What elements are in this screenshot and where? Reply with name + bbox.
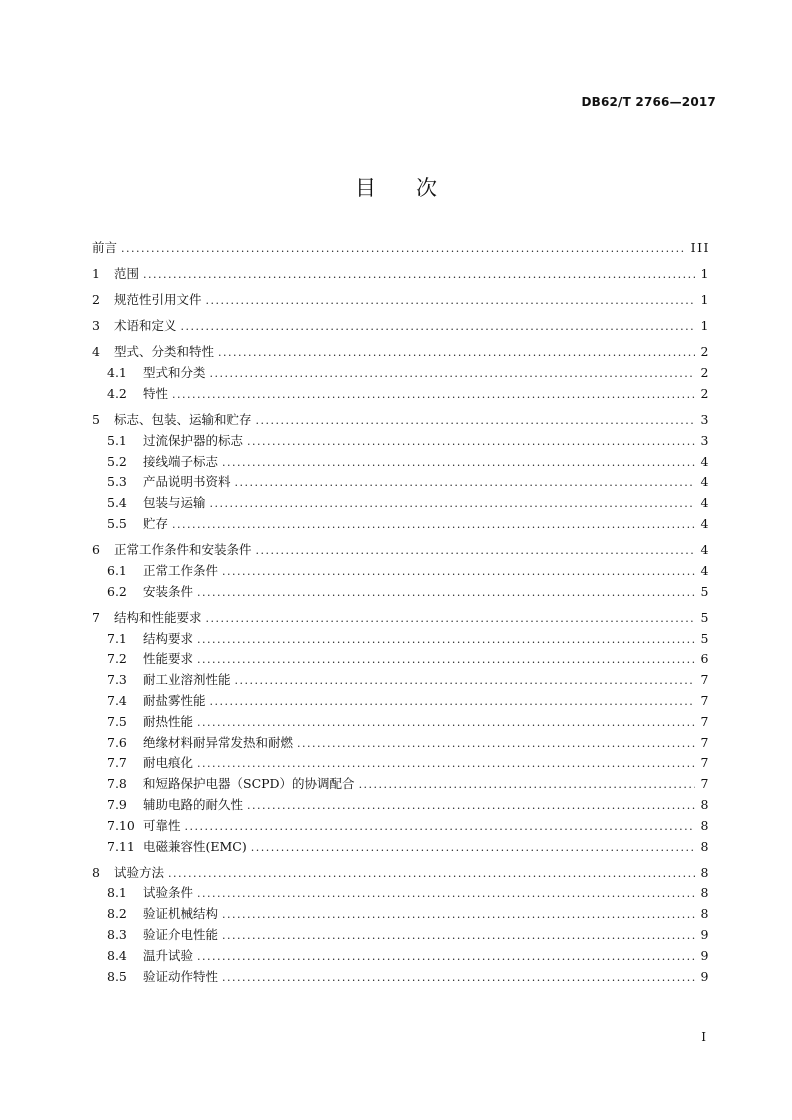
toc-leader-dots [247, 432, 695, 453]
toc-leader-dots [168, 864, 695, 885]
toc-entry-number: 7.10 [107, 817, 135, 833]
toc-entry-title: 范围 [114, 266, 140, 282]
toc-entry[interactable] [92, 904, 710, 925]
toc-entry-page: 9 [700, 947, 710, 963]
toc-leader-dots [185, 817, 695, 838]
toc-entry-number: 8.1 [107, 885, 127, 901]
toc-entry-number: 2 [92, 292, 100, 308]
toc-entry-page: 4 [700, 474, 710, 490]
toc-entry-title: 可靠性 [143, 817, 181, 833]
toc-entry-number: 7.11 [107, 838, 135, 854]
toc-entry-number: 5.1 [107, 432, 127, 448]
toc-entry-number: 4.2 [107, 385, 127, 401]
toc-leader-dots [218, 343, 695, 364]
toc-leader-dots [222, 562, 695, 583]
toc-entry-page: 4 [700, 516, 710, 532]
toc-entry-page: 9 [700, 927, 710, 943]
toc-leader-dots [222, 905, 695, 926]
toc-entry-number: 8.4 [107, 947, 127, 963]
toc-entry[interactable] [92, 774, 710, 795]
toc-entry-number: 7.1 [107, 630, 127, 646]
toc-entry[interactable] [92, 863, 710, 884]
toc-entry-number: 1 [92, 266, 100, 282]
toc-entry[interactable] [92, 733, 710, 754]
toc-entry-title: 正常工作条件和安装条件 [114, 542, 252, 558]
toc-entry-page: 5 [700, 609, 710, 625]
toc-entry-page: 1 [700, 318, 710, 334]
toc-entry-title: 性能要求 [143, 651, 194, 667]
toc-entry-page: 4 [700, 495, 710, 511]
toc-leader-dots [222, 968, 695, 989]
toc-entry-title: 温升试验 [143, 947, 194, 963]
toc-entry-page: 7 [700, 693, 710, 709]
toc-leader-dots [247, 796, 695, 817]
toc-entry-number: 5 [92, 412, 100, 428]
toc-entry-number: 6.2 [107, 583, 127, 599]
toc-leader-dots [206, 609, 695, 630]
toc-leader-dots [222, 453, 695, 474]
toc-entry[interactable] [92, 514, 710, 535]
toc-leader-dots [197, 713, 695, 734]
toc-leader-dots [251, 838, 695, 859]
toc-leader-dots [222, 926, 695, 947]
toc-entry[interactable] [92, 712, 710, 733]
toc-entry-page: 8 [700, 864, 710, 880]
toc-leader-dots [197, 947, 695, 968]
toc-entry-title: 术语和定义 [114, 318, 177, 334]
toc-entry-page: 2 [700, 385, 710, 401]
toc-entry-title: 过流保护器的标志 [143, 432, 244, 448]
toc-entry-page: 1 [700, 292, 710, 308]
toc-leader-dots [206, 291, 695, 312]
toc-entry-page: 4 [700, 542, 710, 558]
toc-entry-number: 7.7 [107, 755, 127, 771]
toc-entry-title: 验证动作特性 [143, 968, 219, 984]
toc-entry[interactable] [92, 582, 710, 603]
toc-entry[interactable] [92, 691, 710, 712]
toc-entry-title: 前言 [92, 240, 118, 255]
toc-entry[interactable] [92, 883, 710, 904]
toc-entry-number: 7.6 [107, 734, 127, 750]
toc-entry-title: 产品说明书资料 [143, 474, 231, 490]
toc-entry[interactable] [92, 238, 710, 259]
toc-entry-number: 5.2 [107, 453, 127, 469]
toc-entry-title: 结构要求 [143, 630, 194, 646]
toc-leader-dots [210, 364, 695, 385]
title-char-left: 目 [355, 176, 376, 200]
toc-leader-dots [172, 515, 695, 536]
toc-entry-number: 5.5 [107, 516, 127, 532]
toc-leader-dots [210, 692, 695, 713]
toc-entry[interactable] [92, 290, 710, 311]
toc-entry-number: 3 [92, 318, 100, 334]
toc-entry-page: 7 [700, 713, 710, 729]
toc-entry-page: 4 [700, 453, 710, 469]
toc-entry-title: 型式和分类 [143, 365, 206, 381]
toc-entry-page: 7 [700, 672, 710, 688]
toc-entry-number: 8.2 [107, 906, 127, 922]
toc-entry-page: 7 [700, 755, 710, 771]
toc-entry-page: 3 [700, 412, 710, 428]
toc-entry-title: 试验方法 [114, 864, 165, 880]
toc-entry-page: 5 [700, 583, 710, 599]
toc-leader-dots [197, 884, 695, 905]
title-char-right: 次 [416, 176, 437, 200]
toc-entry-number: 6.1 [107, 562, 127, 578]
toc-entry-title: 接线端子标志 [143, 453, 219, 469]
toc-entry[interactable] [92, 431, 710, 452]
document-code: DB62/T 2766—2017 [581, 95, 716, 109]
toc-entry-page: 8 [700, 838, 710, 854]
toc-entry[interactable] [92, 629, 710, 650]
toc-entry-title: 包装与运输 [143, 495, 206, 511]
toc-entry-number: 7.2 [107, 651, 127, 667]
toc-entry-page: III [690, 240, 710, 255]
toc-entry-title: 和短路保护电器（SCPD）的协调配合 [143, 776, 355, 792]
toc-entry-page: 9 [700, 968, 710, 984]
toc-leader-dots [235, 473, 695, 494]
toc-leader-dots [121, 239, 685, 260]
toc-leader-dots [359, 775, 695, 796]
toc-entry-title: 贮存 [143, 516, 169, 532]
toc-entry[interactable] [92, 649, 710, 670]
toc-entry-title: 耐热性能 [143, 713, 194, 729]
toc-entry[interactable] [92, 410, 710, 431]
toc-leader-dots [197, 630, 695, 651]
toc-entry[interactable] [92, 946, 710, 967]
toc-entry-title: 电磁兼容性(EMC) [143, 838, 247, 854]
toc-entry-number: 7.4 [107, 693, 127, 709]
toc-entry-number: 6 [92, 542, 100, 558]
toc-entry-number: 7.5 [107, 713, 127, 729]
toc-entry-number: 5.4 [107, 495, 127, 511]
toc-leader-dots [181, 317, 695, 338]
toc-entry-title: 验证介电性能 [143, 927, 219, 943]
toc-entry-page: 8 [700, 885, 710, 901]
toc-leader-dots [210, 494, 695, 515]
toc-entry-number: 7 [92, 609, 100, 625]
toc-entry[interactable] [92, 670, 710, 691]
toc-entry-page: 8 [700, 906, 710, 922]
toc-entry-number: 4.1 [107, 365, 127, 381]
toc-entry-number: 8 [92, 864, 100, 880]
toc-entry[interactable] [92, 540, 710, 561]
toc-entry[interactable] [92, 816, 710, 837]
toc-entry[interactable] [92, 264, 710, 285]
toc-entry-title: 型式、分类和特性 [114, 344, 215, 360]
toc-entry-title: 绝缘材料耐异常发热和耐燃 [143, 734, 294, 750]
toc-entry-number: 7.9 [107, 797, 127, 812]
toc-entry-title: 特性 [143, 385, 169, 401]
toc-entry[interactable] [92, 753, 710, 774]
toc-entry-number: 8.5 [107, 968, 127, 984]
toc-entry[interactable] [92, 384, 710, 405]
toc-entry[interactable] [92, 472, 710, 493]
toc-entry[interactable] [92, 561, 710, 582]
toc-leader-dots [143, 265, 695, 286]
toc-entry-page: 2 [700, 344, 710, 360]
toc-entry[interactable] [92, 925, 710, 946]
toc-entry-title: 耐电痕化 [143, 755, 194, 771]
toc-entry-page: 4 [700, 562, 710, 578]
toc-entry[interactable] [92, 608, 710, 629]
toc-entry-title: 耐工业溶剂性能 [143, 672, 231, 688]
toc-entry-title: 验证机械结构 [143, 906, 219, 922]
toc-leader-dots [197, 650, 695, 671]
toc-entry-number: 5.3 [107, 474, 127, 490]
toc-entry-title: 结构和性能要求 [114, 609, 202, 625]
toc-entry-title: 标志、包装、运输和贮存 [114, 412, 252, 428]
toc-leader-dots [256, 541, 695, 562]
toc-entry[interactable] [92, 316, 710, 337]
toc-entry-number: 7.8 [107, 776, 127, 792]
page-title [0, 172, 792, 202]
toc-entry-title: 安装条件 [143, 583, 194, 599]
toc-leader-dots [172, 385, 695, 406]
toc-entry-page: 8 [700, 817, 710, 833]
toc-entry-title: 正常工作条件 [143, 562, 219, 578]
toc-leader-dots [235, 671, 695, 692]
toc-entry-page: 6 [700, 651, 710, 667]
toc-leader-dots [256, 411, 695, 432]
toc-entry-number: 4 [92, 344, 100, 360]
toc-entry[interactable] [92, 795, 710, 816]
toc-entry-page: 8 [700, 797, 710, 812]
toc-entry-title: 辅助电路的耐久性 [143, 797, 244, 812]
toc-entry-page: 2 [700, 365, 710, 381]
toc-entry-page: 3 [700, 432, 710, 448]
page-number: I [701, 1030, 706, 1044]
toc-entry-page: 1 [700, 266, 710, 282]
toc-entry[interactable] [92, 837, 710, 858]
toc-entry-title: 耐盐雾性能 [143, 693, 206, 709]
toc-leader-dots [197, 754, 695, 775]
toc-entry[interactable] [92, 363, 710, 384]
toc-entry[interactable] [92, 452, 710, 473]
toc-entry-number: 8.3 [107, 927, 127, 943]
toc-entry-title: 试验条件 [143, 885, 194, 901]
toc-leader-dots [297, 734, 695, 755]
toc-entry-page: 7 [700, 776, 710, 792]
toc-entry[interactable] [92, 967, 710, 988]
toc-entry-page: 7 [700, 734, 710, 750]
toc-entry[interactable] [92, 493, 710, 514]
table-of-contents [92, 238, 710, 987]
toc-entry-number: 7.3 [107, 672, 127, 688]
toc-entry-page: 5 [700, 630, 710, 646]
toc-leader-dots [197, 583, 695, 604]
toc-entry[interactable] [92, 342, 710, 363]
toc-entry-title: 规范性引用文件 [114, 292, 202, 308]
